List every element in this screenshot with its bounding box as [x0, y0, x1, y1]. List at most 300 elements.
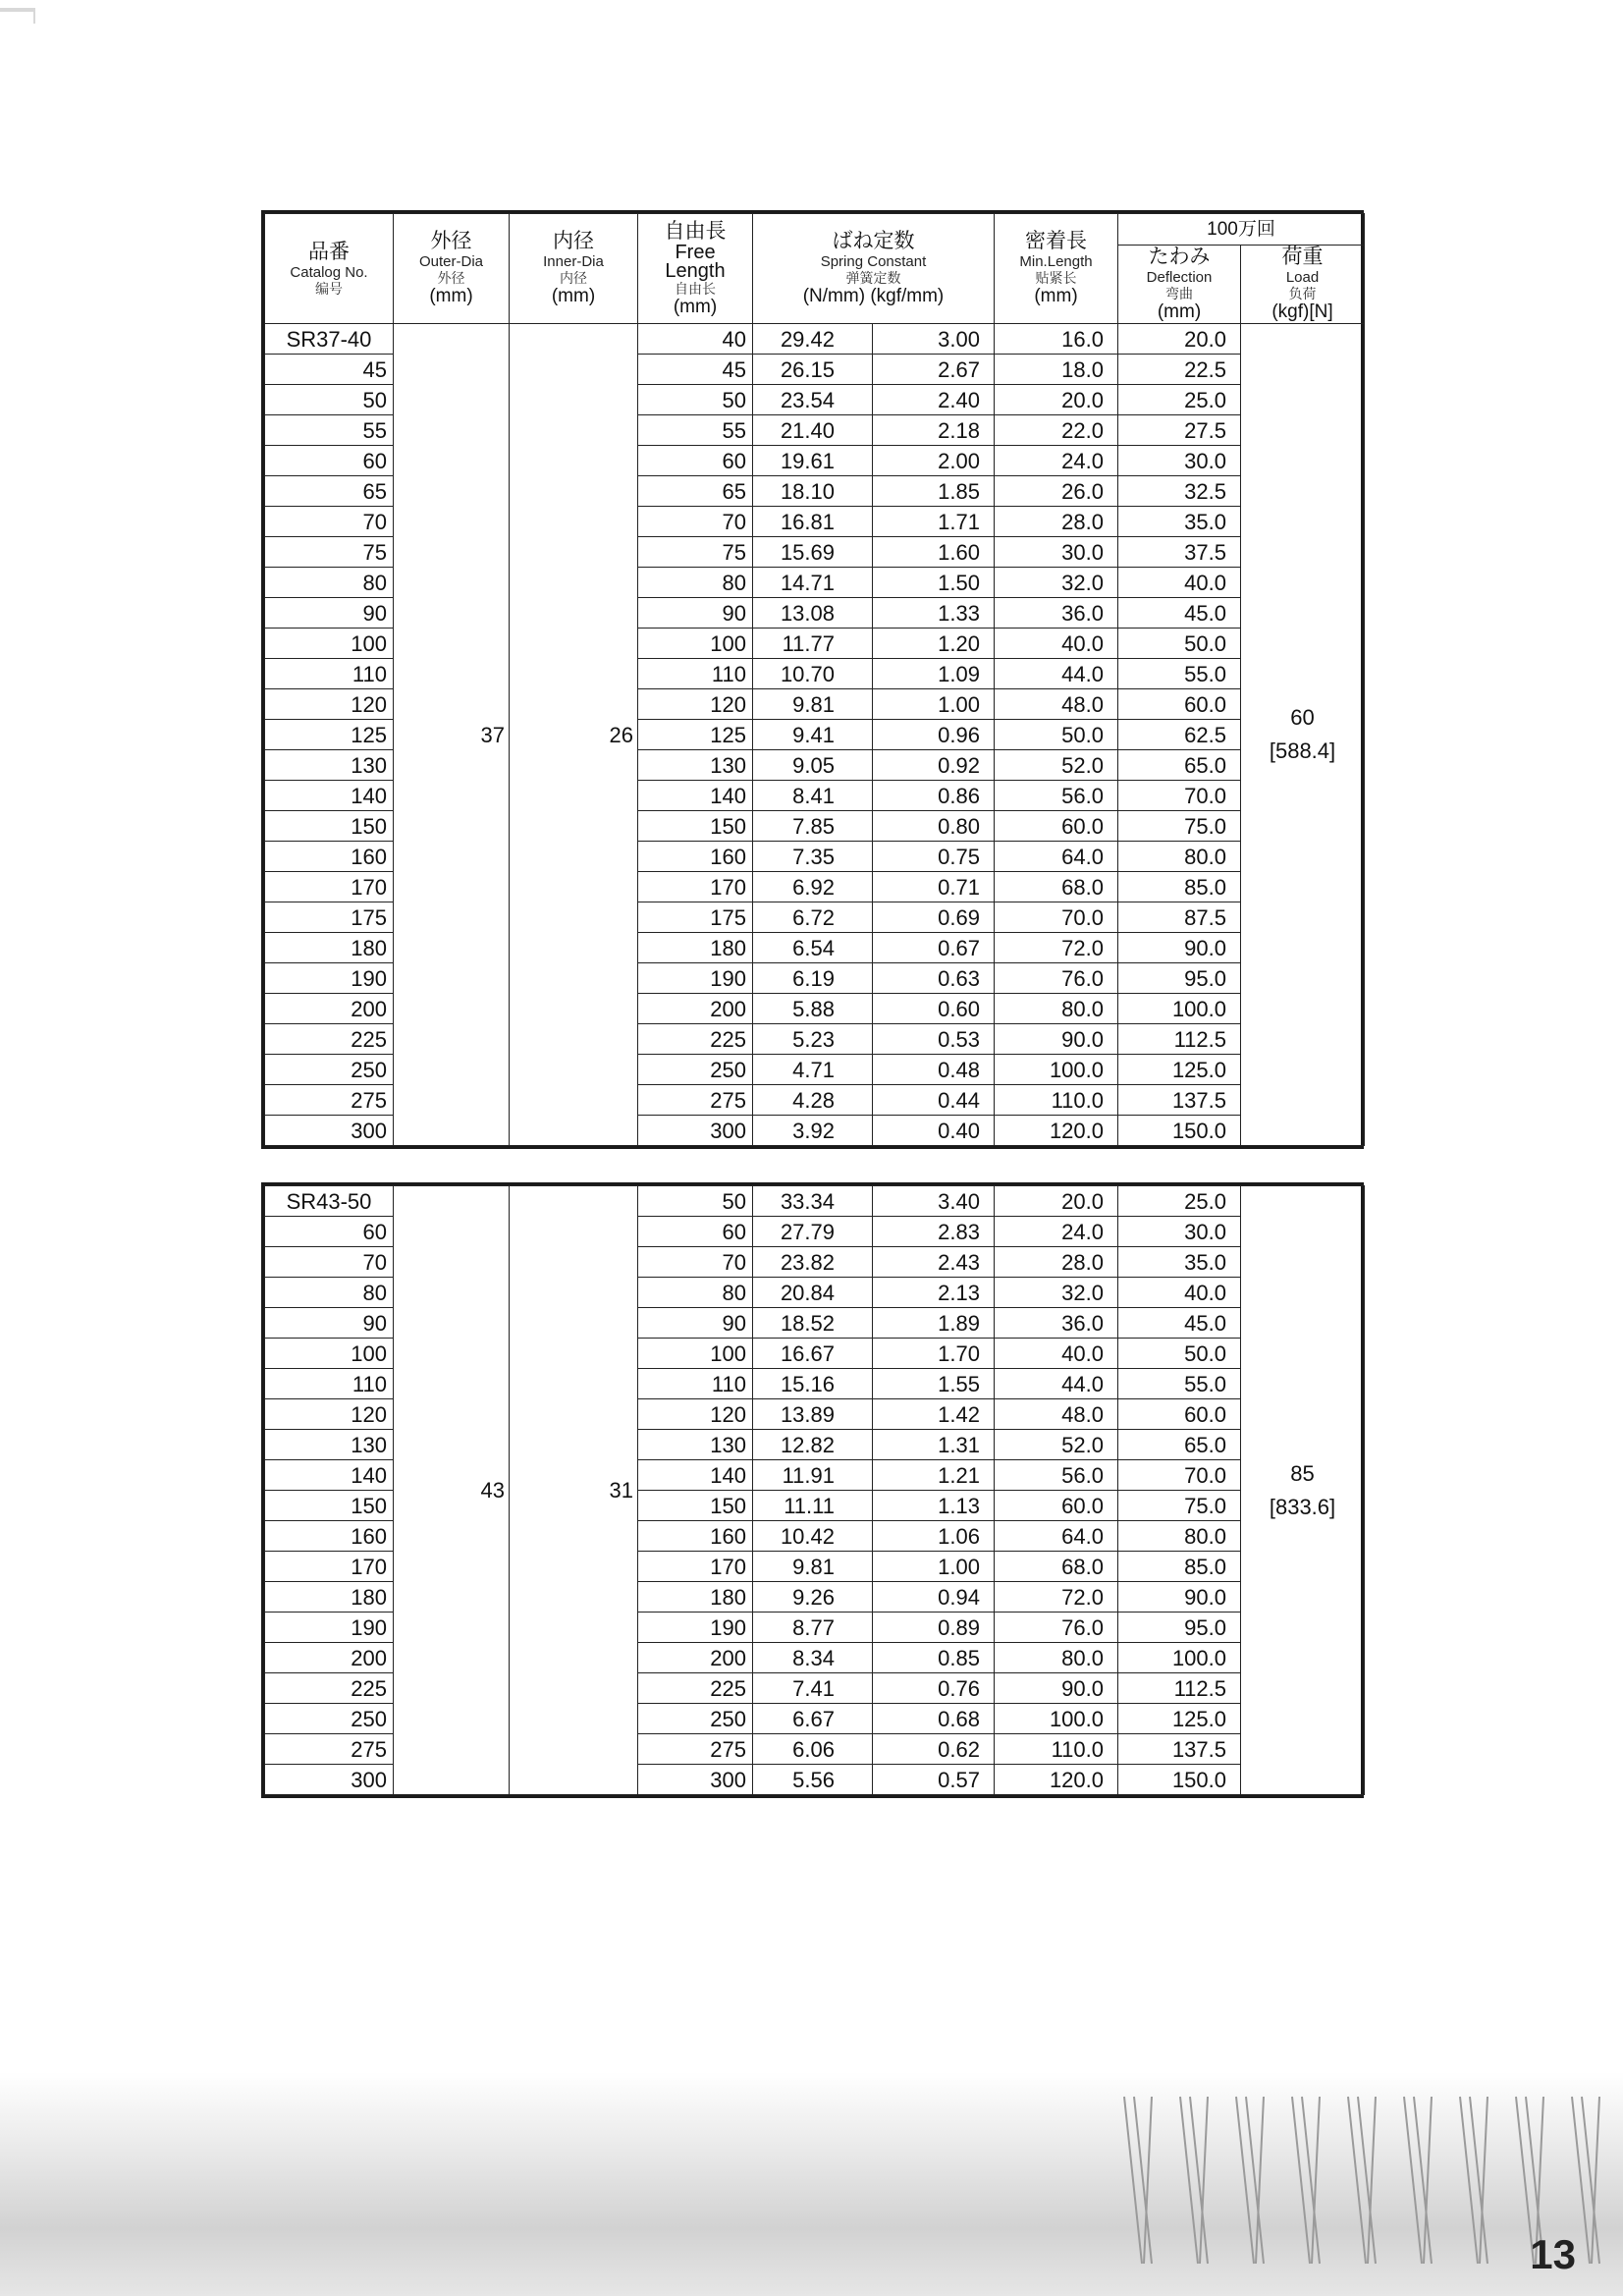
spring-constant-n-cell: 5.23: [753, 1024, 873, 1055]
free-length-cell: 200: [638, 994, 753, 1024]
catalog-no-cell: 65: [265, 476, 394, 507]
min-length-cell: 20.0: [995, 385, 1118, 415]
min-length-cell: 30.0: [995, 537, 1118, 568]
deflection-cell: 100.0: [1118, 994, 1241, 1024]
spring-constant-n-cell: 6.72: [753, 902, 873, 933]
catalog-no-cell: 120: [265, 1399, 394, 1430]
deflection-cell: 87.5: [1118, 902, 1241, 933]
min-length-cell: 90.0: [995, 1673, 1118, 1704]
header-outer-dia: [394, 214, 510, 324]
coil-stroke: [1348, 2097, 1376, 2264]
spring-constant-n-cell: 7.41: [753, 1673, 873, 1704]
deflection-cell: 80.0: [1118, 1521, 1241, 1552]
catalog-no-cell: 225: [265, 1673, 394, 1704]
free-length-cell: 300: [638, 1765, 753, 1795]
spring-constant-n-cell: 7.35: [753, 842, 873, 872]
spec-table: [264, 1185, 1365, 1795]
catalog-no-cell: 200: [265, 1643, 394, 1673]
deflection-cell: 35.0: [1118, 507, 1241, 537]
free-length-cell: 225: [638, 1024, 753, 1055]
catalog-no-cell: 200: [265, 994, 394, 1024]
spring-constant-kgf-cell: 3.40: [873, 1186, 995, 1217]
header-catalog-en: Catalog No.: [290, 264, 368, 282]
deflection-cell: 85.0: [1118, 1552, 1241, 1582]
free-length-cell: 150: [638, 811, 753, 842]
spring-constant-n-cell: 23.82: [753, 1247, 873, 1278]
corner-mark: [0, 8, 35, 12]
spring-constant-kgf-cell: 0.68: [873, 1704, 995, 1734]
min-length-cell: 60.0: [995, 811, 1118, 842]
header-load-cn: 负荷: [1288, 286, 1317, 302]
min-length-cell: 72.0: [995, 1582, 1118, 1613]
deflection-cell: 50.0: [1118, 629, 1241, 659]
spring-constant-kgf-cell: 1.55: [873, 1369, 995, 1399]
free-length-cell: 160: [638, 842, 753, 872]
spring-constant-n-cell: 10.42: [753, 1521, 873, 1552]
table-row: [265, 324, 1365, 355]
spring-constant-kgf-cell: 0.48: [873, 1055, 995, 1085]
spring-constant-kgf-cell: 0.96: [873, 720, 995, 750]
spring-constant-n-cell: 6.54: [753, 933, 873, 963]
coil-stroke: [1572, 2097, 1599, 2264]
spring-constant-n-cell: 26.15: [753, 355, 873, 385]
deflection-cell: 100.0: [1118, 1643, 1241, 1673]
spring-constant-n-cell: 13.08: [753, 598, 873, 629]
load-kgf: 60: [1290, 705, 1315, 731]
catalog-no-cell: 175: [265, 902, 394, 933]
catalog-no-cell: 250: [265, 1704, 394, 1734]
spec-table-sr43: [261, 1182, 1364, 1798]
spring-constant-n-cell: 10.70: [753, 659, 873, 689]
header-min-length: [995, 214, 1118, 324]
spring-constant-n-cell: 11.11: [753, 1491, 873, 1521]
deflection-cell: 27.5: [1118, 415, 1241, 446]
spring-constant-kgf-cell: 0.92: [873, 750, 995, 781]
spring-constant-n-cell: 5.56: [753, 1765, 873, 1795]
header-load-jp: 荷重: [1281, 246, 1324, 268]
spring-constant-kgf-cell: 1.60: [873, 537, 995, 568]
catalog-no-cell: 300: [265, 1116, 394, 1146]
spring-constant-kgf-cell: 1.21: [873, 1460, 995, 1491]
header-inner-jp: 内径: [553, 230, 594, 252]
deflection-cell: 20.0: [1118, 324, 1241, 355]
header-million-cycles: 100万回: [1118, 214, 1365, 246]
min-length-cell: 120.0: [995, 1116, 1118, 1146]
deflection-cell: 85.0: [1118, 872, 1241, 902]
deflection-cell: 112.5: [1118, 1673, 1241, 1704]
spring-constant-kgf-cell: 1.09: [873, 659, 995, 689]
header-minlen-jp: 密着長: [1025, 230, 1087, 252]
deflection-cell: 32.5: [1118, 476, 1241, 507]
header-free-cn: 自由长: [675, 280, 716, 297]
free-length-cell: 50: [638, 1186, 753, 1217]
free-length-cell: 140: [638, 1460, 753, 1491]
spring-constant-kgf-cell: 0.57: [873, 1765, 995, 1795]
spring-constant-kgf-cell: 1.71: [873, 507, 995, 537]
spring-constant-n-cell: 33.34: [753, 1186, 873, 1217]
catalog-no-cell: 180: [265, 1582, 394, 1613]
table-body: [265, 324, 1365, 1146]
min-length-cell: 90.0: [995, 1024, 1118, 1055]
min-length-cell: 48.0: [995, 689, 1118, 720]
spring-constant-n-cell: 21.40: [753, 415, 873, 446]
free-length-cell: 45: [638, 355, 753, 385]
spring-constant-kgf-cell: 1.00: [873, 689, 995, 720]
free-length-cell: 90: [638, 598, 753, 629]
free-length-cell: 170: [638, 872, 753, 902]
deflection-cell: 80.0: [1118, 842, 1241, 872]
deflection-cell: 40.0: [1118, 1278, 1241, 1308]
catalog-no-cell: 130: [265, 750, 394, 781]
header-free-en1: Free: [675, 241, 716, 263]
header-defl-cn: 弯曲: [1165, 286, 1193, 302]
catalog-no-cell: 55: [265, 415, 394, 446]
catalog-no-cell: 250: [265, 1055, 394, 1085]
header-defl-unit: (mm): [1157, 301, 1202, 323]
catalog-no-cell: 100: [265, 629, 394, 659]
header-inner-unit: (mm): [551, 286, 596, 307]
spring-constant-kgf-cell: 1.20: [873, 629, 995, 659]
catalog-no-cell: 170: [265, 872, 394, 902]
header-inner-cn: 内径: [560, 270, 587, 287]
spring-constant-kgf-cell: 1.13: [873, 1491, 995, 1521]
header-free-unit: (mm): [673, 296, 718, 317]
spring-constant-n-cell: 3.92: [753, 1116, 873, 1146]
min-length-cell: 20.0: [995, 1186, 1118, 1217]
header-deflection: [1118, 246, 1241, 324]
deflection-cell: 55.0: [1118, 659, 1241, 689]
min-length-cell: 24.0: [995, 446, 1118, 476]
deflection-cell: 55.0: [1118, 1369, 1241, 1399]
deflection-cell: 150.0: [1118, 1116, 1241, 1146]
catalog-no-cell: SR43-50: [265, 1186, 394, 1217]
free-length-cell: 100: [638, 1339, 753, 1369]
min-length-cell: 26.0: [995, 476, 1118, 507]
page-number: 13: [1530, 2231, 1576, 2277]
corner-mark-vertical: [33, 8, 35, 24]
catalog-no-cell: 80: [265, 568, 394, 598]
catalog-no-cell: 100: [265, 1339, 394, 1369]
spring-constant-kgf-cell: 0.40: [873, 1116, 995, 1146]
catalog-no-cell: 140: [265, 1460, 394, 1491]
min-length-cell: 110.0: [995, 1734, 1118, 1765]
catalog-no-cell: 60: [265, 446, 394, 476]
spring-constant-kgf-cell: 2.18: [873, 415, 995, 446]
deflection-cell: 45.0: [1118, 598, 1241, 629]
catalog-no-cell: 70: [265, 507, 394, 537]
free-length-cell: 140: [638, 781, 753, 811]
spring-constant-n-cell: 6.19: [753, 963, 873, 994]
min-length-cell: 64.0: [995, 1521, 1118, 1552]
header-outer-jp: 外径: [430, 230, 472, 252]
min-length-cell: 28.0: [995, 1247, 1118, 1278]
catalog-no-cell: 180: [265, 933, 394, 963]
spring-constant-kgf-cell: 0.80: [873, 811, 995, 842]
catalog-no-cell: 190: [265, 1613, 394, 1643]
header-spring-cn: 弹簧定数: [845, 270, 901, 287]
min-length-cell: 40.0: [995, 629, 1118, 659]
spring-constant-n-cell: 15.69: [753, 537, 873, 568]
coil-stroke: [1460, 2097, 1488, 2264]
min-length-cell: 22.0: [995, 415, 1118, 446]
deflection-cell: 45.0: [1118, 1308, 1241, 1339]
free-length-cell: 130: [638, 1430, 753, 1460]
spring-constant-n-cell: 16.81: [753, 507, 873, 537]
free-length-cell: 75: [638, 537, 753, 568]
deflection-cell: 60.0: [1118, 1399, 1241, 1430]
free-length-cell: 160: [638, 1521, 753, 1552]
catalog-no-cell: 300: [265, 1765, 394, 1795]
spring-constant-n-cell: 19.61: [753, 446, 873, 476]
min-length-cell: 80.0: [995, 994, 1118, 1024]
catalog-no-cell: 60: [265, 1217, 394, 1247]
spring-constant-n-cell: 9.05: [753, 750, 873, 781]
spring-constant-kgf-cell: 2.00: [873, 446, 995, 476]
catalog-no-cell: 275: [265, 1085, 394, 1116]
min-length-cell: 110.0: [995, 1085, 1118, 1116]
free-length-cell: 125: [638, 720, 753, 750]
free-length-cell: 110: [638, 1369, 753, 1399]
catalog-no-cell: 90: [265, 1308, 394, 1339]
free-length-cell: 80: [638, 1278, 753, 1308]
min-length-cell: 68.0: [995, 1552, 1118, 1582]
catalog-no-cell: 45: [265, 355, 394, 385]
deflection-cell: 90.0: [1118, 1582, 1241, 1613]
spring-constant-n-cell: 15.16: [753, 1369, 873, 1399]
free-length-cell: 275: [638, 1734, 753, 1765]
header-minlen-unit: (mm): [1034, 286, 1078, 307]
spring-constant-n-cell: 18.10: [753, 476, 873, 507]
spring-constant-kgf-cell: 3.00: [873, 324, 995, 355]
load-cell: [1241, 1186, 1365, 1795]
deflection-cell: 90.0: [1118, 933, 1241, 963]
catalog-no-cell: 90: [265, 598, 394, 629]
min-length-cell: 76.0: [995, 1613, 1118, 1643]
spring-constant-kgf-cell: 0.76: [873, 1673, 995, 1704]
min-length-cell: 40.0: [995, 1339, 1118, 1369]
deflection-cell: 37.5: [1118, 537, 1241, 568]
deflection-cell: 137.5: [1118, 1734, 1241, 1765]
header-defl-jp: たわみ: [1148, 246, 1211, 268]
header-inner-en: Inner-Dia: [543, 253, 604, 271]
table-body: [265, 1186, 1365, 1795]
deflection-cell: 75.0: [1118, 811, 1241, 842]
catalog-no-cell: 225: [265, 1024, 394, 1055]
min-length-cell: 120.0: [995, 1765, 1118, 1795]
min-length-cell: 52.0: [995, 750, 1118, 781]
free-length-cell: 225: [638, 1673, 753, 1704]
spring-constant-n-cell: 16.67: [753, 1339, 873, 1369]
deflection-cell: 125.0: [1118, 1704, 1241, 1734]
min-length-cell: 80.0: [995, 1643, 1118, 1673]
deflection-cell: 22.5: [1118, 355, 1241, 385]
spring-constant-n-cell: 6.06: [753, 1734, 873, 1765]
header-defl-en: Deflection: [1146, 269, 1213, 287]
min-length-cell: 100.0: [995, 1055, 1118, 1085]
free-length-cell: 250: [638, 1055, 753, 1085]
header-spring-jp: ばね定数: [832, 230, 915, 252]
spring-constant-n-cell: 8.41: [753, 781, 873, 811]
header-inner-dia: [510, 214, 638, 324]
outer-dia-cell: 37: [394, 324, 510, 1146]
spring-constant-n-cell: 11.91: [753, 1460, 873, 1491]
catalog-no-cell: 125: [265, 720, 394, 750]
deflection-cell: 50.0: [1118, 1339, 1241, 1369]
spec-table: [264, 213, 1365, 1146]
spring-constant-n-cell: 18.52: [753, 1308, 873, 1339]
load-newton: [833.6]: [1269, 1494, 1336, 1519]
free-length-cell: 100: [638, 629, 753, 659]
spring-constant-kgf-cell: 0.67: [873, 933, 995, 963]
coil-stroke: [1236, 2097, 1264, 2264]
free-length-cell: 50: [638, 385, 753, 415]
spring-constant-n-cell: 12.82: [753, 1430, 873, 1460]
spring-constant-kgf-cell: 0.62: [873, 1734, 995, 1765]
table-row: [265, 1186, 1365, 1217]
free-length-cell: 200: [638, 1643, 753, 1673]
catalog-no-cell: 50: [265, 385, 394, 415]
min-length-cell: 100.0: [995, 1704, 1118, 1734]
spring-constant-kgf-cell: 1.70: [873, 1339, 995, 1369]
free-length-cell: 180: [638, 1582, 753, 1613]
catalog-no-cell: 170: [265, 1552, 394, 1582]
min-length-cell: 60.0: [995, 1491, 1118, 1521]
spring-constant-kgf-cell: 0.60: [873, 994, 995, 1024]
deflection-cell: 75.0: [1118, 1491, 1241, 1521]
deflection-cell: 125.0: [1118, 1055, 1241, 1085]
free-length-cell: 55: [638, 415, 753, 446]
deflection-cell: 35.0: [1118, 1247, 1241, 1278]
min-length-cell: 44.0: [995, 659, 1118, 689]
spring-constant-kgf-cell: 1.50: [873, 568, 995, 598]
spring-constant-kgf-cell: 1.89: [873, 1308, 995, 1339]
free-length-cell: 120: [638, 689, 753, 720]
load-kgf: 85: [1290, 1460, 1315, 1486]
header-free-length: [638, 214, 753, 324]
inner-dia-cell: 26: [510, 324, 638, 1146]
min-length-cell: 56.0: [995, 781, 1118, 811]
header-spring-en: Spring Constant: [820, 253, 927, 271]
spring-constant-n-cell: 4.28: [753, 1085, 873, 1116]
catalog-no-cell: SR37-40: [265, 324, 394, 355]
spring-constant-n-cell: 9.26: [753, 1582, 873, 1613]
catalog-no-cell: 160: [265, 842, 394, 872]
spring-constant-kgf-cell: 0.71: [873, 872, 995, 902]
deflection-cell: 65.0: [1118, 750, 1241, 781]
spring-constant-kgf-cell: 0.63: [873, 963, 995, 994]
free-length-cell: 170: [638, 1552, 753, 1582]
free-length-cell: 110: [638, 659, 753, 689]
min-length-cell: 56.0: [995, 1460, 1118, 1491]
header-catalog-jp: 品番: [308, 240, 350, 263]
free-length-cell: 190: [638, 1613, 753, 1643]
min-length-cell: 24.0: [995, 1217, 1118, 1247]
free-length-cell: 250: [638, 1704, 753, 1734]
table-header: [265, 214, 1365, 324]
spring-constant-n-cell: 4.71: [753, 1055, 873, 1085]
spring-constant-kgf-cell: 0.85: [873, 1643, 995, 1673]
spring-constant-n-cell: 6.67: [753, 1704, 873, 1734]
free-length-cell: 175: [638, 902, 753, 933]
spring-constant-n-cell: 6.92: [753, 872, 873, 902]
free-length-cell: 190: [638, 963, 753, 994]
header-minlen-en: Min.Length: [1019, 253, 1093, 271]
min-length-cell: 50.0: [995, 720, 1118, 750]
catalog-no-cell: 70: [265, 1247, 394, 1278]
deflection-cell: 30.0: [1118, 446, 1241, 476]
header-free-en2: Length: [665, 259, 726, 282]
coil-stroke: [1404, 2097, 1432, 2264]
min-length-cell: 44.0: [995, 1369, 1118, 1399]
deflection-cell: 40.0: [1118, 568, 1241, 598]
min-length-cell: 72.0: [995, 933, 1118, 963]
spring-constant-kgf-cell: 1.33: [873, 598, 995, 629]
spring-constant-kgf-cell: 1.31: [873, 1430, 995, 1460]
deflection-cell: 62.5: [1118, 720, 1241, 750]
header-catalog: [265, 214, 394, 324]
inner-dia-cell: 31: [510, 1186, 638, 1795]
header-load: [1241, 246, 1365, 324]
spring-constant-n-cell: 29.42: [753, 324, 873, 355]
header-free-jp: 自由長: [664, 219, 727, 243]
free-length-cell: 60: [638, 446, 753, 476]
spring-constant-kgf-cell: 1.06: [873, 1521, 995, 1552]
min-length-cell: 68.0: [995, 872, 1118, 902]
min-length-cell: 64.0: [995, 842, 1118, 872]
free-length-cell: 150: [638, 1491, 753, 1521]
catalog-no-cell: 160: [265, 1521, 394, 1552]
min-length-cell: 16.0: [995, 324, 1118, 355]
header-outer-en: Outer-Dia: [418, 253, 484, 271]
catalog-no-cell: 120: [265, 689, 394, 720]
spring-constant-n-cell: 9.81: [753, 689, 873, 720]
spring-constant-kgf-cell: 1.00: [873, 1552, 995, 1582]
load-newton: [588.4]: [1269, 738, 1336, 764]
header-outer-cn: 外径: [437, 270, 465, 287]
coil-stroke: [1292, 2097, 1320, 2264]
deflection-cell: 112.5: [1118, 1024, 1241, 1055]
coil-stroke: [1180, 2097, 1208, 2264]
spring-constant-n-cell: 14.71: [753, 568, 873, 598]
spring-constant-kgf-cell: 0.89: [873, 1613, 995, 1643]
spring-constant-n-cell: 23.54: [753, 385, 873, 415]
catalog-no-cell: 275: [265, 1734, 394, 1765]
header-spring-constant: [753, 214, 995, 324]
catalog-no-cell: 110: [265, 659, 394, 689]
min-length-cell: 32.0: [995, 568, 1118, 598]
min-length-cell: 48.0: [995, 1399, 1118, 1430]
deflection-cell: 95.0: [1118, 963, 1241, 994]
free-length-cell: 70: [638, 507, 753, 537]
deflection-cell: 150.0: [1118, 1765, 1241, 1795]
deflection-cell: 95.0: [1118, 1613, 1241, 1643]
min-length-cell: 32.0: [995, 1278, 1118, 1308]
spring-constant-kgf-cell: 0.86: [873, 781, 995, 811]
deflection-cell: 30.0: [1118, 1217, 1241, 1247]
header-load-unit: (kgf)[N]: [1271, 301, 1333, 323]
catalog-no-cell: 75: [265, 537, 394, 568]
spring-constant-kgf-cell: 0.75: [873, 842, 995, 872]
deflection-cell: 25.0: [1118, 1186, 1241, 1217]
min-length-cell: 36.0: [995, 1308, 1118, 1339]
min-length-cell: 36.0: [995, 598, 1118, 629]
spring-constant-kgf-cell: 0.94: [873, 1582, 995, 1613]
deflection-cell: 25.0: [1118, 385, 1241, 415]
catalog-no-cell: 150: [265, 811, 394, 842]
deflection-cell: 70.0: [1118, 1460, 1241, 1491]
header-spring-unit: (N/mm) (kgf/mm): [802, 286, 945, 307]
free-length-cell: 90: [638, 1308, 753, 1339]
